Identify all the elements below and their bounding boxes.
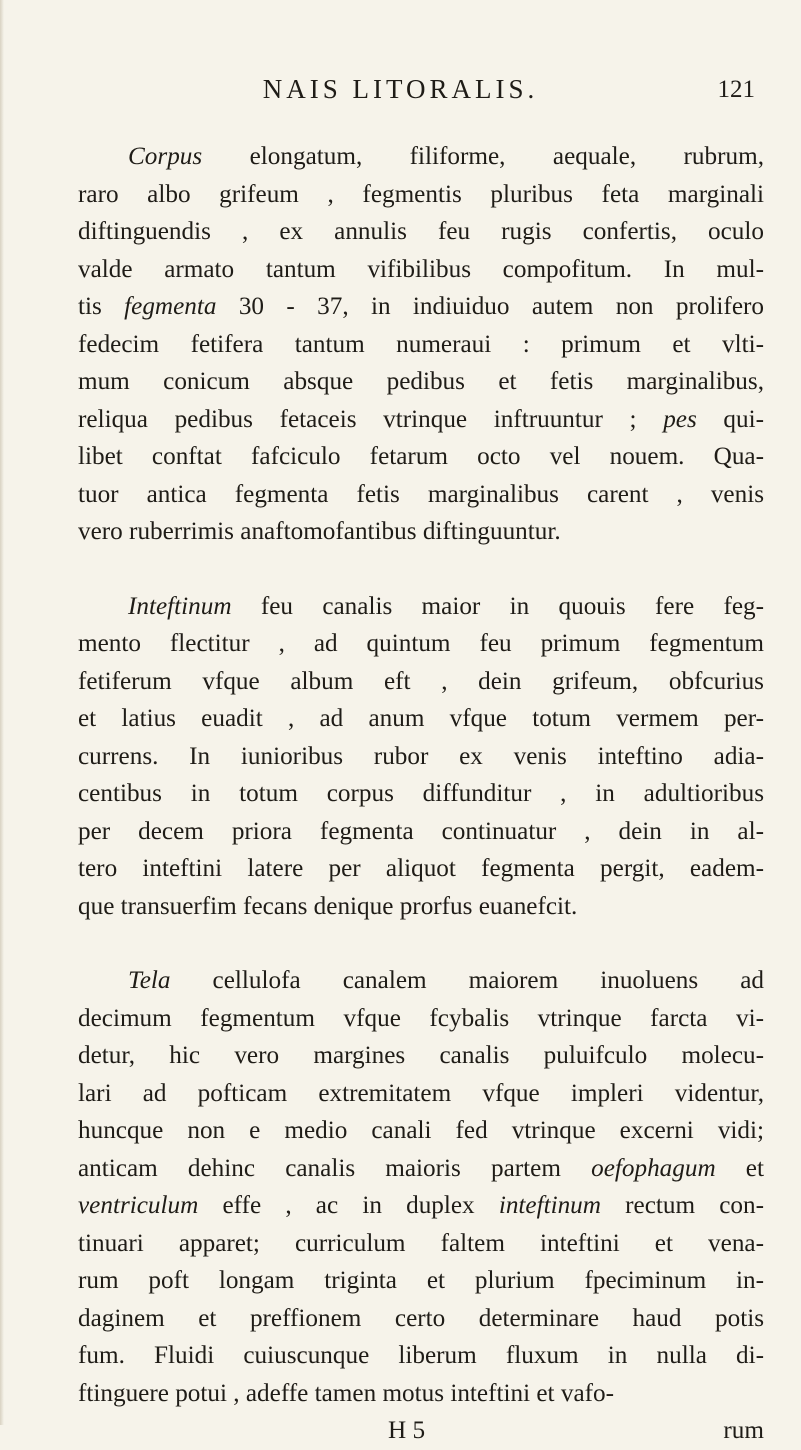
text-run: detur, hic vero margines canalis puluifculo molecu- xyxy=(78,1042,764,1069)
text-line xyxy=(78,1000,764,1038)
text-run: mum conicum absque pedibus et fetis marginalibus, xyxy=(78,368,764,395)
text-run: mento flectitur , ad quintum feu primum fegmentum xyxy=(78,630,764,657)
text-run: lari ad pofticam extremitatem vfque impleri videntur, xyxy=(78,1079,764,1107)
text-run: currens. In iunioribus rubor ex venis inteftino adia- xyxy=(78,742,764,770)
italic-term: ventriculum xyxy=(78,1192,199,1219)
text-run: effe , ac in duplex xyxy=(198,1192,499,1219)
body-text xyxy=(78,138,764,1450)
italic-term: Inteftinum xyxy=(128,592,232,620)
text-run: reliqua pedibus fetaceis vtrinque inftruuntur ; xyxy=(78,405,664,433)
text-line xyxy=(78,1225,764,1263)
text-run: cellulofa canalem maiorem inuoluens ad xyxy=(170,967,764,994)
text-run: feu canalis maior in quouis fere feg- xyxy=(231,592,764,620)
text-run: libet conftat fafciculo fetarum octo vel nouem. Qua- xyxy=(78,443,764,470)
catchword: rum xyxy=(723,1417,764,1444)
text-run: tero inteftini latere per aliquot fegmenta pergit, eadem- xyxy=(78,855,764,882)
text-line xyxy=(78,401,764,439)
text-run: fedecim fetifera tantum numeraui : primum et vlti- xyxy=(78,330,764,358)
text-run: ftinguere potui , adeffe tamen motus inteftini et vafo- xyxy=(78,1379,614,1407)
signature-mark: H 5 xyxy=(388,1417,426,1444)
running-head xyxy=(0,74,801,114)
text-run: centibus in totum corpus diffunditur , in adultioribus xyxy=(78,780,764,807)
text-line xyxy=(78,1112,764,1150)
text-line xyxy=(78,138,764,176)
italic-term: Corpus xyxy=(128,143,203,170)
page-footer xyxy=(78,1412,764,1450)
text-line xyxy=(78,363,764,401)
text-run: vero ruberrimis anaftomofantibus diftinguuntur. xyxy=(78,518,561,545)
italic-term: oefophagum xyxy=(591,1154,716,1182)
paragraph xyxy=(78,962,764,1412)
text-line xyxy=(78,251,764,289)
text-line xyxy=(78,738,764,776)
italic-term: Tela xyxy=(128,967,171,994)
text-line xyxy=(78,1300,764,1338)
text-line xyxy=(78,1337,764,1375)
text-run: tis xyxy=(78,293,125,320)
italic-term: inteftinum xyxy=(498,1192,601,1219)
text-run: qui- xyxy=(696,405,764,433)
text-line xyxy=(78,326,764,364)
text-line xyxy=(78,625,764,663)
text-run: rum poft longam triginta et plurium fpeciminum in- xyxy=(78,1267,764,1294)
text-line xyxy=(78,813,764,851)
italic-term: pes xyxy=(663,405,697,433)
page-edge-shadow xyxy=(0,0,4,1425)
italic-term: fegmenta xyxy=(124,293,217,320)
text-run: decimum fegmentum vfque fcybalis vtrinque farcta vi- xyxy=(78,1004,764,1032)
text-run: anticam dehinc canalis maioris partem xyxy=(78,1154,592,1182)
text-line xyxy=(78,513,764,551)
text-run: per decem priora fegmenta continuatur , dein in al- xyxy=(78,817,764,845)
text-run: fetiferum vfque album eft , dein grifeum, obfcurius xyxy=(78,667,764,695)
text-line xyxy=(78,1262,764,1300)
text-line xyxy=(78,962,764,1000)
text-run: elongatum, filiforme, aequale, rubrum, xyxy=(202,143,764,170)
text-line xyxy=(78,775,764,813)
text-run: daginem et preffionem certo determinare haud potis xyxy=(78,1304,764,1332)
text-line xyxy=(78,213,764,251)
text-line xyxy=(78,1150,764,1188)
text-run: et latius euadit , ad anum vfque totum vermem per- xyxy=(78,705,764,732)
text-run: tuor antica fegmenta fetis marginalibus carent , venis xyxy=(78,480,764,508)
paragraph xyxy=(78,138,764,551)
text-line xyxy=(78,663,764,701)
text-line xyxy=(78,850,764,888)
text-line xyxy=(78,700,764,738)
text-run: et xyxy=(715,1154,764,1182)
text-line xyxy=(78,1037,764,1075)
text-line xyxy=(78,888,764,926)
text-line xyxy=(78,476,764,514)
running-title: NAIS LITORALIS. xyxy=(262,74,539,104)
page-number: 121 xyxy=(717,76,755,103)
text-line xyxy=(78,1075,764,1113)
text-run: diftinguendis , ex annulis feu rugis confertis, oculo xyxy=(78,218,764,245)
text-run: que transuerfim fecans denique prorfus euanefcit. xyxy=(78,892,578,920)
text-run: huncque non e medio canali fed vtrinque excerni vidi; xyxy=(78,1117,764,1144)
text-run: 30 - 37, in indiuiduo autem non prolifero xyxy=(216,293,764,320)
text-run: valde armato tantum vifibilibus compofitum. In mul- xyxy=(78,255,764,283)
text-run: fum. Fluidi cuiuscunque liberum fluxum in nulla di- xyxy=(78,1342,764,1369)
text-line xyxy=(78,1187,764,1225)
paragraph xyxy=(78,588,764,926)
text-line xyxy=(78,176,764,214)
text-line xyxy=(78,438,764,476)
text-run: raro albo grifeum , fegmentis pluribus feta marginali xyxy=(78,180,764,208)
text-run: rectum con- xyxy=(600,1192,764,1219)
text-line xyxy=(78,1375,764,1413)
text-line xyxy=(78,588,764,626)
text-run: tinuari apparet; curriculum faltem inteftini et vena- xyxy=(78,1229,764,1257)
text-line xyxy=(78,288,764,326)
